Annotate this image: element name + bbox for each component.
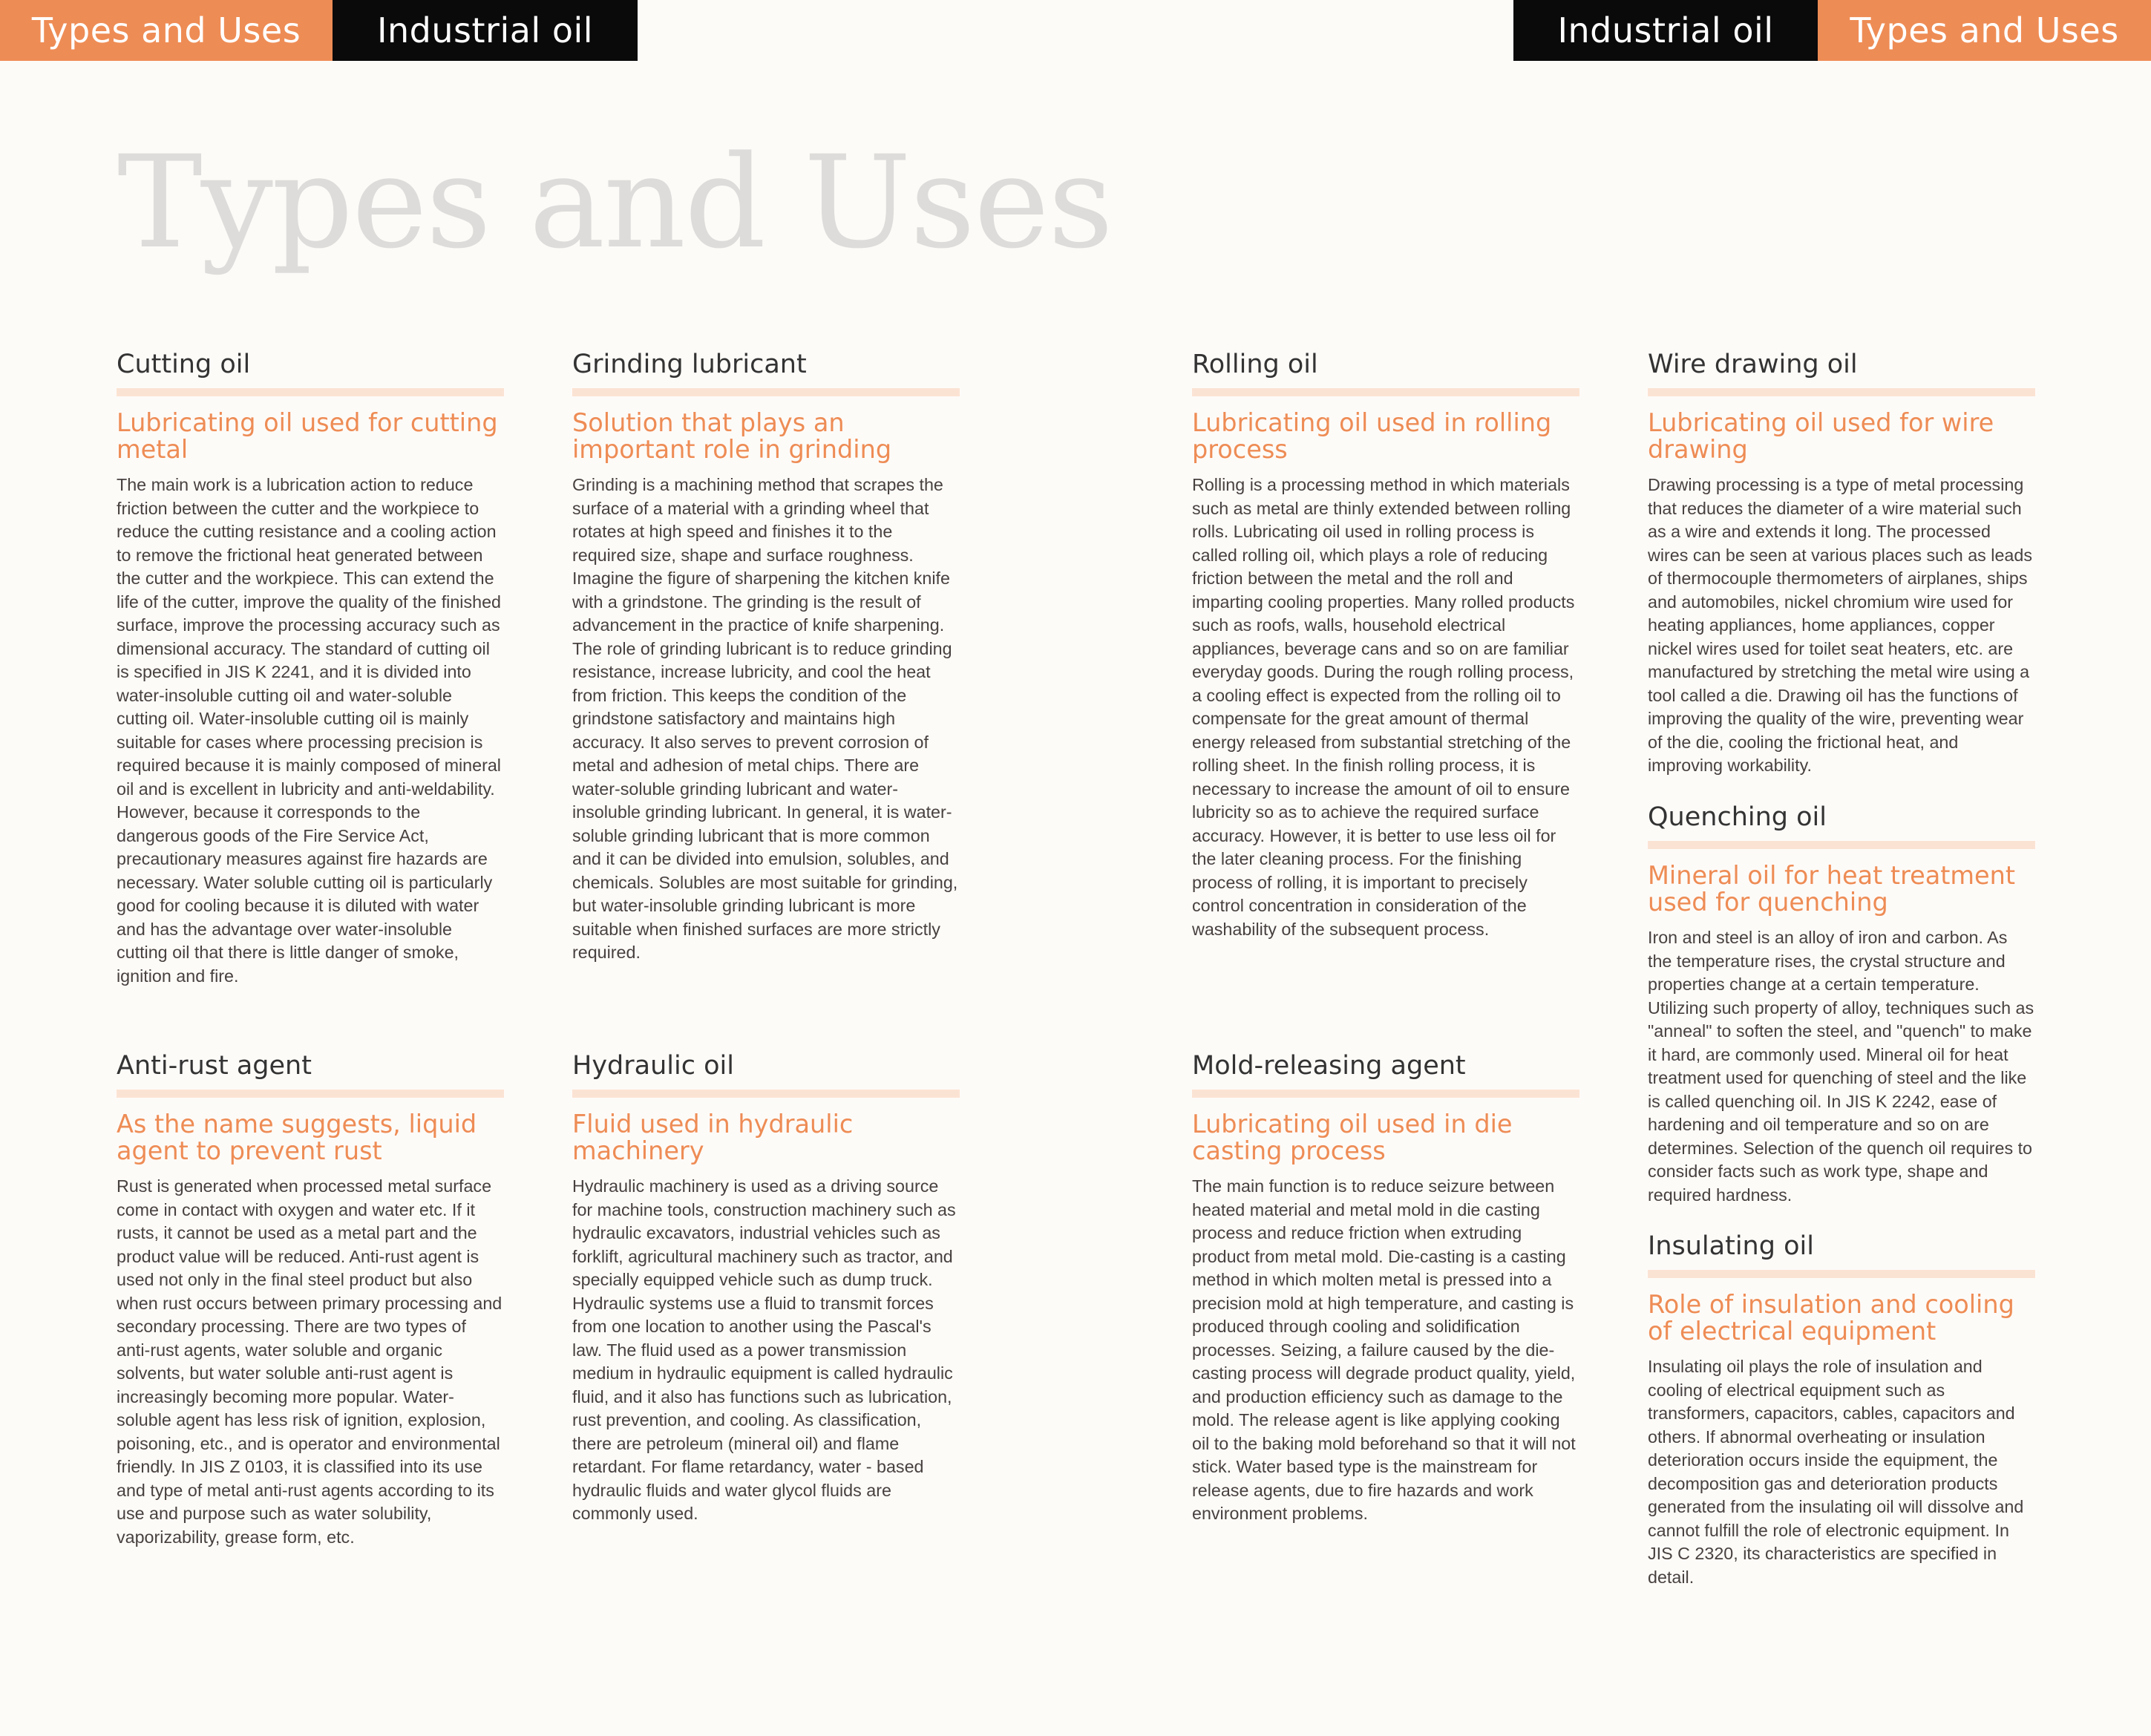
section-body: The main work is a lubrication action to reduce friction between the cutter and the workpiece to reduce the cutting resistance and a cooling action to remove the frictional heat generated between the cutter and the workpiece. This can extend the life of the cutter, improve the quality of the finished surface, improve the processing accuracy such as dimensional accuracy. The standard of cutting oil is specified in JIS K 2241, and it is divided into water-insoluble cutting oil and water-soluble cutting oil. Water-insoluble cutting oil is mainly suitable for cases where processing precision is required because it is mainly composed of mineral oil and is excellent in lubricity and anti-weldability. However, because it corresponds to the dangerous goods of the Fire Service Act, precautionary measures against fire hazards are necessary. Water soluble cutting oil is particularly good for cooling because it is diluted with water and has the advantage over water-insoluble cutting oil that there is little danger of smoke, ignition and fire. — [117, 475, 502, 986]
section-wire-drawing-oil — [1648, 348, 2035, 778]
section-title: Grinding lubricant — [572, 348, 960, 396]
section-subtitle: Lubricating oil used for wire drawing — [1648, 408, 1994, 464]
section-quenching-oil — [1648, 801, 2035, 1207]
section-cutting-oil — [117, 348, 504, 988]
section-subtitle: Mineral oil for heat treatment used for quenching — [1648, 861, 2015, 917]
section-subtitle: Lubricating oil used in rolling process — [1192, 408, 1552, 464]
section-body: Iron and steel is an alloy of iron and carbon. As the temperature rises, the crystal structure and properties change at a certain temperature. Utilizing such property of alloy, techniques such as "anneal" to soften the steel, and "quench" to make it hard, are commonly used. Mineral oil for heat treatment used for quenching of steel and the like is called quenching oil. In JIS K 2242, ease of hardening and oil temperature and so on are determines. Selection of the quench oil requires to consider facts such as work type, shape and required hardness. — [1648, 928, 2034, 1205]
header-tab-types-and-uses-right: Types and Uses — [1818, 0, 2151, 61]
section-insulating-oil — [1648, 1230, 2035, 1589]
page-title: Types and Uses — [117, 128, 1113, 277]
section-subtitle: Lubricating oil used for cutting metal — [117, 408, 498, 464]
section-body: Rust is generated when processed metal surface come in contact with oxygen and water etc. If it rusts, it cannot be used as a metal part and the product value will be reduced. Anti-rust agent is used not only in the final steel product but also when rust occurs between primary processing and secondary processing. There are two types of anti-rust agents, water soluble and organic solvents, but water soluble anti-rust agent is increasingly becoming more popular. Water-soluble agent has less risk of ignition, explosion, poisoning, etc., and is operator and environmental friendly. In JIS Z 0103, it is classified into its use and type of metal anti-rust agents according to its use and purpose such as water solubility, vaporizability, grease form, etc. — [117, 1176, 502, 1547]
section-body: Insulating oil plays the role of insulation and cooling of electrical equipment such as transformers, capacitors, cables, capacitors and others. If abnormal overheating or insulation deterioration occurs inside the equipment, the decomposition gas and deterioration products generated from the insulating oil will dissolve and cannot fulfill the role of electronic equipment. In JIS C 2320, its characteristics are specified in detail. — [1648, 1357, 2024, 1587]
section-hydraulic-oil — [572, 1049, 960, 1526]
section-title: Cutting oil — [117, 348, 504, 396]
header-tab-types-and-uses-left: Types and Uses — [0, 0, 333, 61]
section-subtitle: Lubricating oil used in die casting process — [1192, 1110, 1513, 1165]
section-title: Insulating oil — [1648, 1230, 2035, 1278]
section-subtitle: Role of insulation and cooling of electrical equipment — [1648, 1290, 2014, 1346]
section-mold-releasing-agent — [1192, 1049, 1579, 1526]
section-body: Hydraulic machinery is used as a driving source for machine tools, construction machinery such as hydraulic excavators, industrial vehicles such as forklift, agricultural machinery such as tractor, and specially equipped vehicle such as dump truck. Hydraulic systems use a fluid to transmit forces from one location to another using the Pascal's law. The fluid used as a power transmission medium in hydraulic equipment is called hydraulic fluid, and it also has functions such as lubrication, rust prevention, and cooling. As classification, there are petroleum (mineral oil) and flame retardant. For flame retardancy, water - based hydraulic fluids and water glycol fluids are commonly used. — [572, 1176, 956, 1523]
section-body: Grinding is a machining method that scrapes the surface of a material with a grinding wheel that rotates at high speed and finishes it to the required size, shape and surface roughness. Imagine the figure of sharpening the kitchen knife with a grindstone. The grinding is the result of advancement in the practice of knife sharpening. The role of grinding lubricant is to reduce grinding resistance, increase lubricity, and cool the heat from friction. This keeps the condition of the grindstone satisfactory and maintains high accuracy. It also serves to prevent corrosion of metal and adhesion of metal chips. There are water-soluble grinding lubricant and water-insoluble grinding lubricant. In general, it is water-soluble grinding lubricant that is more common and it can be divided into emulsion, solubles, and chemicals. Solubles are most suitable for grinding, but water-insoluble grinding lubricant is more suitable when finished surfaces are more strictly required. — [572, 475, 958, 962]
section-anti-rust-agent — [117, 1049, 504, 1549]
section-title: Wire drawing oil — [1648, 348, 2035, 396]
section-rolling-oil — [1192, 348, 1579, 941]
section-title: Rolling oil — [1192, 348, 1579, 396]
section-subtitle: Solution that plays an important role in grinding — [572, 408, 892, 464]
section-subtitle: Fluid used in hydraulic machinery — [572, 1110, 854, 1165]
section-title: Mold-releasing agent — [1192, 1049, 1579, 1098]
section-title: Hydraulic oil — [572, 1049, 960, 1098]
section-body: Rolling is a processing method in which materials such as metal are thinly extended between rolling rolls. Lubricating oil used in rolling process is called rolling oil, which plays a role of reducing friction between the metal and the roll and imparting cooling properties. Many rolled products such as roofs, walls, household electrical appliances, beverage cans and so on are familiar everyday goods. During the rough rolling process, a cooling effect is expected from the rolling oil to compensate for the great amount of thermal energy released from substantial stretching of the rolling sheet. In the finish rolling process, it is necessary to increase the amount of oil to ensure lubricity so as to achieve the required surface accuracy. However, it is better to use less oil for the later cleaning process. For the finishing process of rolling, it is important to precisely control concentration in consideration of the washability of the subsequent process. — [1192, 475, 1575, 939]
section-subtitle: As the name suggests, liquid agent to prevent rust — [117, 1110, 477, 1165]
section-title: Quenching oil — [1648, 801, 2035, 849]
header-tab-industrial-oil-right: Industrial oil — [1513, 0, 1818, 61]
section-body: The main function is to reduce seizure between heated material and metal mold in die casting process and reduce friction when extruding product from metal mold. Die-casting is a casting method in which molten metal is pressed into a precision mold at high temperature, and casting is produced through cooling and solidification processes. Seizing, a failure caused by the die-casting process will degrade product quality, yield, and production efficiency such as damage to the mold. The release agent is like applying cooking oil to the baking mold beforehand so that it will not stick. Water based type is the mainstream for release agents, due to fire hazards and work environment problems. — [1192, 1176, 1576, 1523]
header-tab-industrial-oil-left: Industrial oil — [333, 0, 638, 61]
section-grinding-lubricant — [572, 348, 960, 965]
section-title: Anti-rust agent — [117, 1049, 504, 1098]
section-body: Drawing processing is a type of metal processing that reduces the diameter of a wire material such as a wire and extends it long. The processed wires can be seen at various places such as leads of thermocouple thermometers of airplanes, ships and automobiles, nickel chromium wire used for heating appliances, home appliances, copper nickel wires used for toilet seat heaters, etc. are manufactured by stretching the metal wire using a tool called a die. Drawing oil has the functions of improving the quality of the wire, preventing wear of the die, cooling the frictional heat, and improving workability. — [1648, 475, 2032, 775]
